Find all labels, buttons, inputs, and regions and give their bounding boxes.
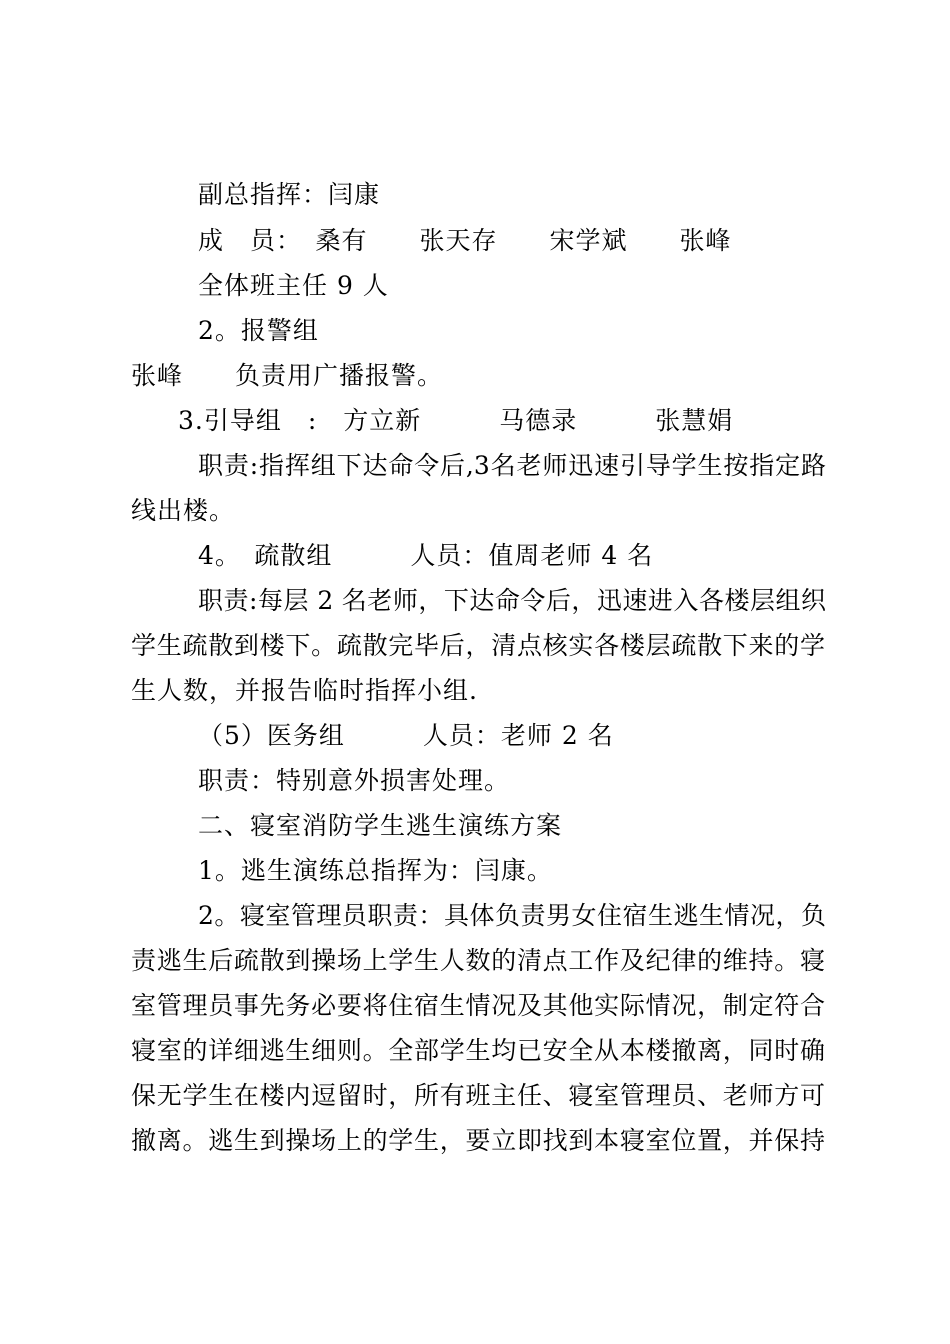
- text-line-alarm-group: 2。报警组: [198, 316, 319, 345]
- text-line-dorm-manager-duty-cont1: 责逃生后疏散到操场上学生人数的清点工作及纪律的维持。寝: [131, 946, 825, 975]
- text-line-all-head-teachers: 全体班主任 9 人: [198, 271, 389, 300]
- text-line-guide-duty: 职责:指挥组下达命令后,3名老师迅速引导学生按指定路: [198, 451, 826, 480]
- text-line-evacuation-duty-cont2: 生人数，并报告临时指挥小组.: [131, 676, 478, 705]
- text-line-medical-group: （5）医务组 人员：老师 2 名: [198, 721, 614, 750]
- text-line-drill-commander: 1。逃生演练总指挥为：闫康。: [198, 856, 553, 885]
- text-line-guide-group: 3.引导组 : 方立新 马德录 张慧娟: [178, 406, 734, 435]
- text-line-medical-duty: 职责：特别意外损害处理。: [198, 766, 511, 795]
- text-line-members: 成 员： 桑有 张天存 宋学斌 张峰: [198, 226, 732, 255]
- text-line-guide-duty-cont: 线出楼。: [131, 496, 236, 525]
- text-line-dorm-manager-duty-cont4: 保无学生在楼内逗留时，所有班主任、寝室管理员、老师方可: [131, 1081, 825, 1110]
- text-line-dorm-manager-duty: 2。寝室管理员职责：具体负责男女住宿生逃生情况，负: [198, 901, 826, 930]
- text-line-dorm-manager-duty-cont3: 寝室的详细逃生细则。全部学生均已安全从本楼撤离，同时确: [131, 1036, 825, 1065]
- text-line-evacuation-duty: 职责:每层 2 名老师，下达命令后，迅速进入各楼层组织: [198, 586, 826, 615]
- section-heading-dormitory-drill: 二、寝室消防学生逃生演练方案: [198, 811, 563, 840]
- text-line-evacuation-group: 4。 疏散组 人员：值周老师 4 名: [198, 541, 654, 570]
- text-line-deputy-commander: 副总指挥：闫康: [198, 180, 381, 209]
- text-line-dorm-manager-duty-cont2: 室管理员事先务必要将住宿生情况及其他实际情况，制定符合: [131, 991, 825, 1020]
- text-line-dorm-manager-duty-cont5: 撤离。逃生到操场上的学生，要立即找到本寝室位置，并保持: [131, 1126, 825, 1155]
- text-line-alarm-duty: 张峰 负责用广播报警。: [131, 361, 444, 390]
- text-line-evacuation-duty-cont1: 学生疏散到楼下。疏散完毕后，清点核实各楼层疏散下来的学: [131, 631, 825, 660]
